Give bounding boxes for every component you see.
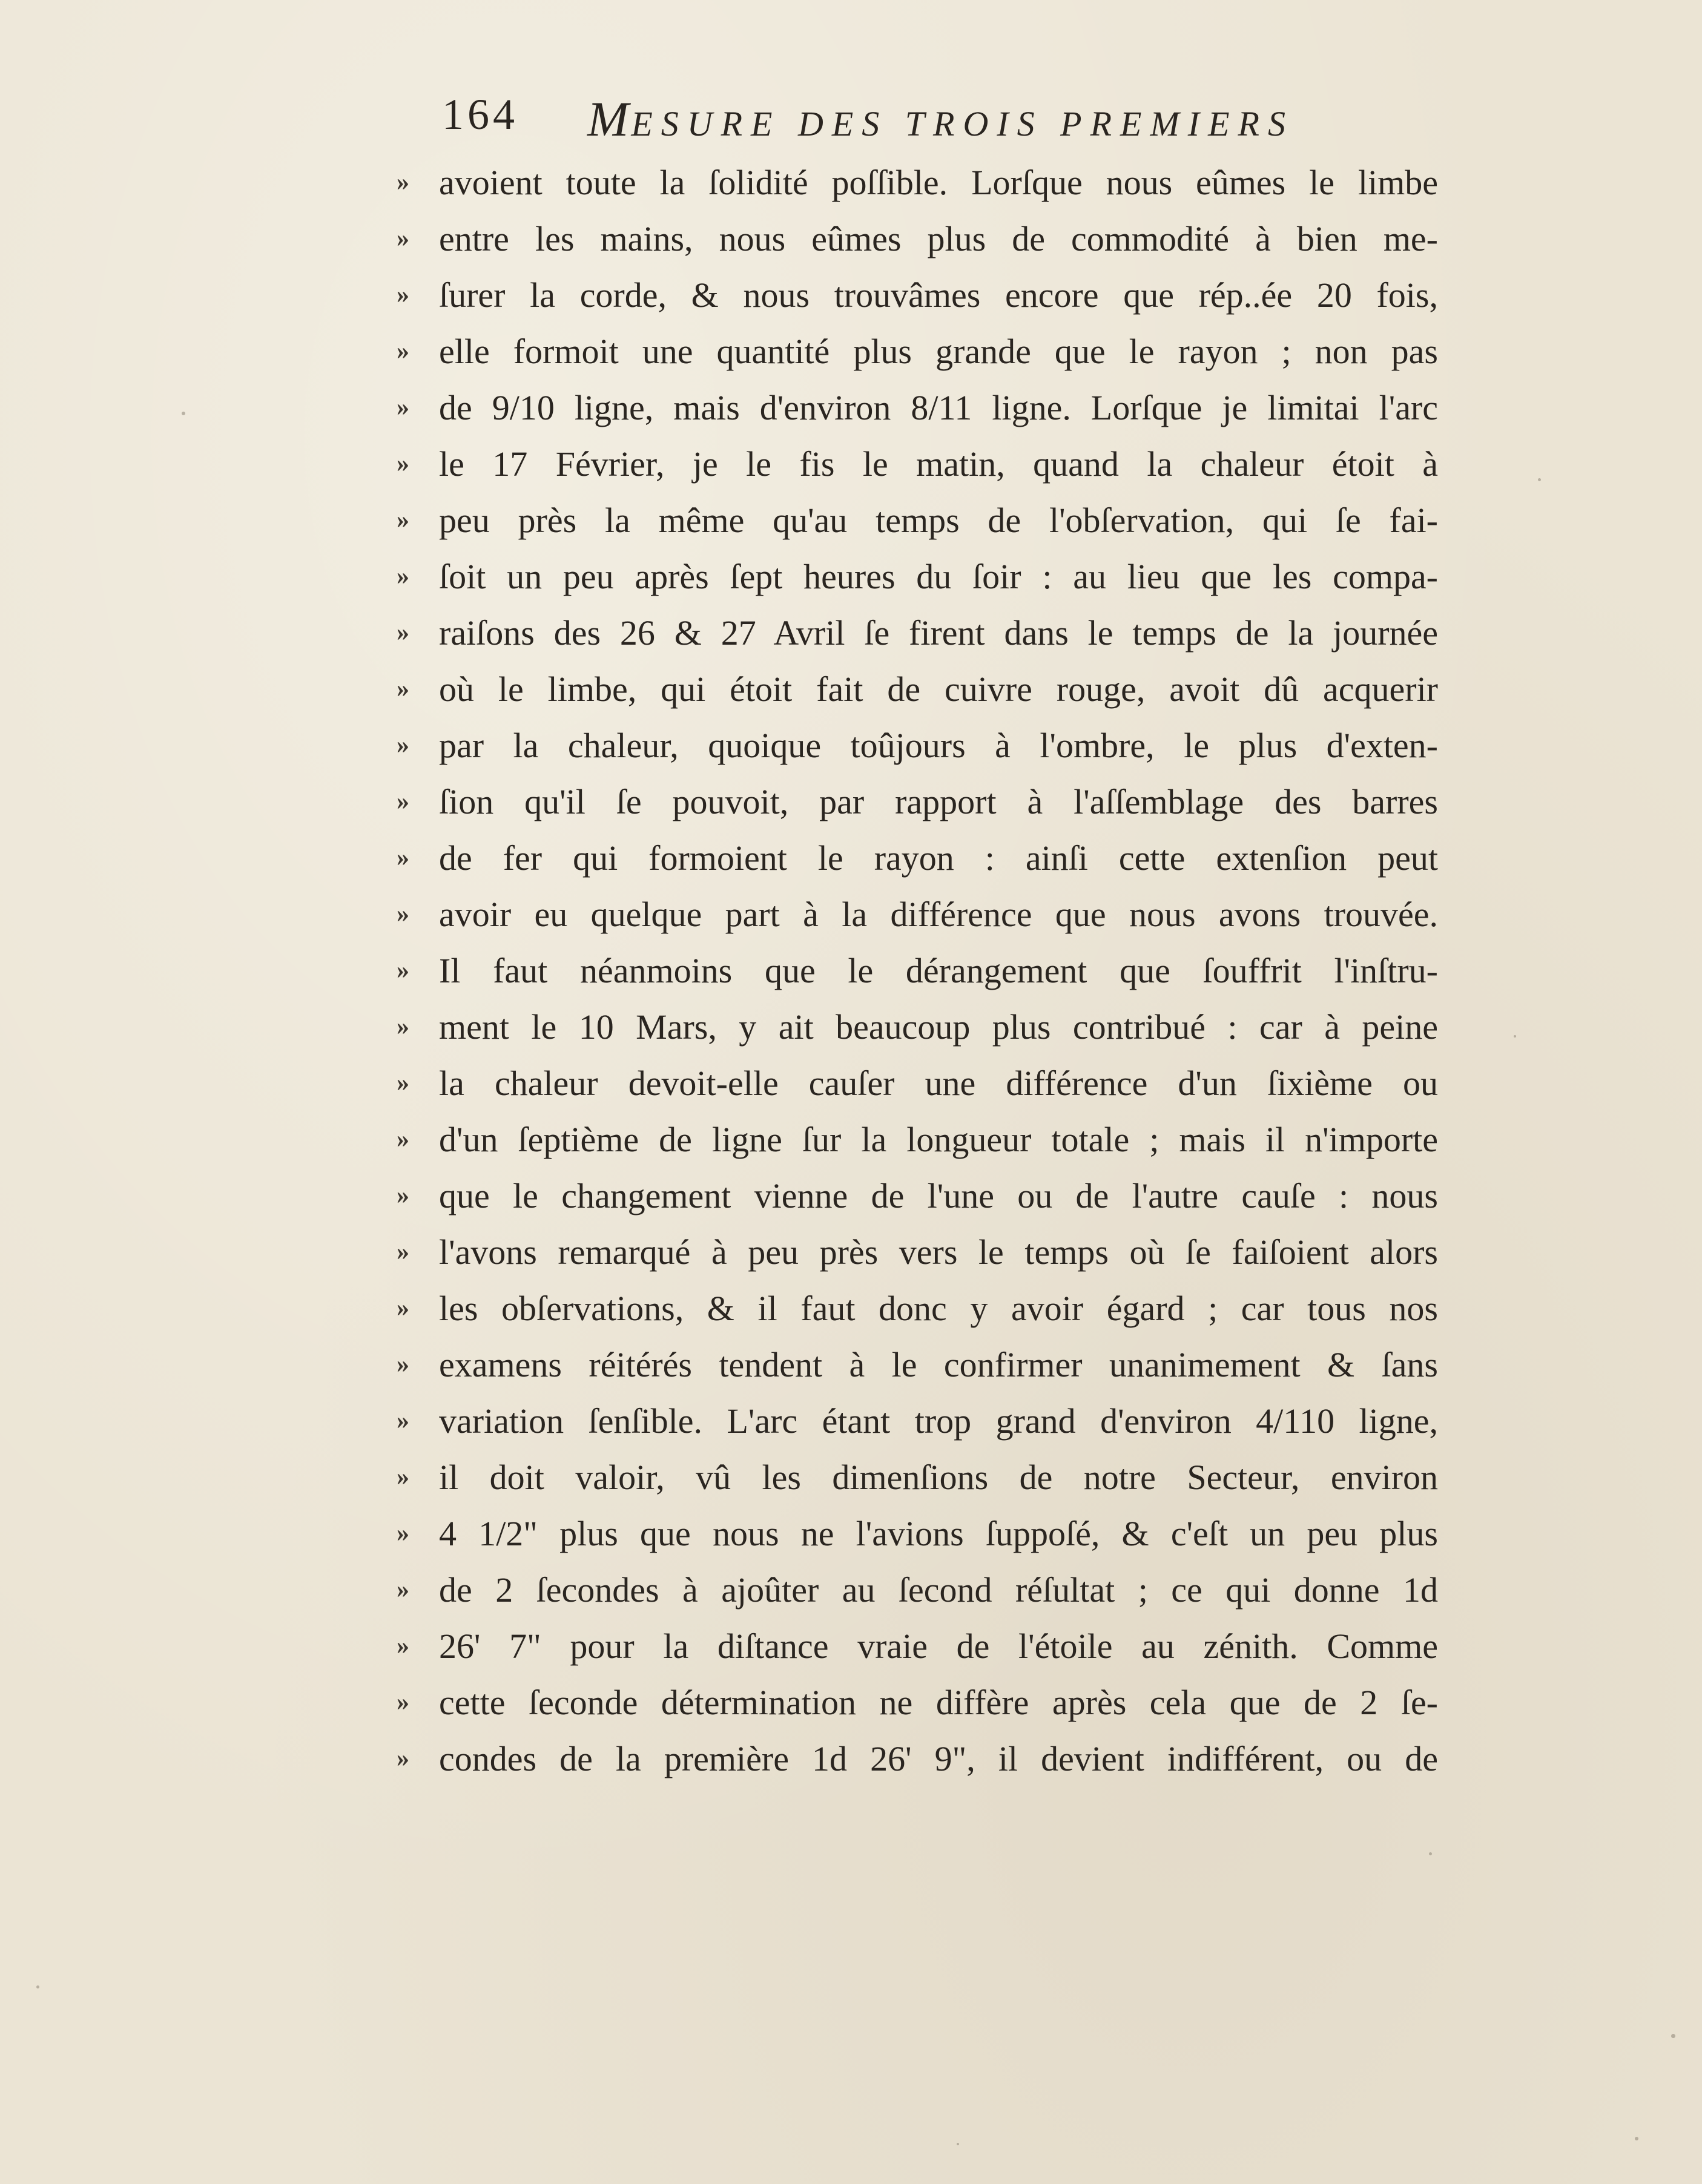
line-text: avoient toute la ſolidité poſſible. Lorſque nous eûmes le limbe [439, 163, 1438, 202]
line-text: les obſervations, & il faut donc y avoir égard ; car tous nos [439, 1289, 1438, 1328]
page-header [442, 90, 1326, 144]
quote-mark: » [397, 1350, 409, 1378]
body-text [397, 154, 1438, 1787]
text-line [397, 717, 1438, 774]
page-number: 164 [442, 90, 518, 139]
line-text: de fer qui formoient le rayon : ainſi cette extenſion peut [439, 838, 1438, 878]
line-text: entre les mains, nous eûmes plus de commodité à bien me- [439, 219, 1438, 258]
line-text: que le changement vienne de l'une ou de l'autre cauſe : nous [439, 1176, 1438, 1215]
line-text: cette ſeconde détermination ne diffère après cela que de 2 ſe- [439, 1683, 1438, 1722]
quote-mark: » [397, 731, 409, 759]
text-line [397, 1224, 1438, 1280]
quote-mark: » [397, 619, 409, 646]
quote-mark: » [397, 1238, 409, 1266]
quote-mark: » [397, 225, 409, 252]
text-line [397, 605, 1438, 661]
quote-mark: » [397, 1745, 409, 1772]
quote-mark: » [397, 1013, 409, 1041]
line-text: condes de la première 1d 26' 9", il devient indifférent, ou de [439, 1739, 1438, 1778]
line-text: ment le 10 Mars, y ait beaucoup plus contribué : car à peine [439, 1007, 1438, 1047]
text-line [397, 436, 1438, 492]
text-line [397, 774, 1438, 830]
text-line [397, 1731, 1438, 1787]
quote-mark: » [397, 393, 409, 421]
text-line [397, 1111, 1438, 1168]
quote-mark: » [397, 1294, 409, 1322]
text-line [397, 1674, 1438, 1731]
paper-speck [1514, 1035, 1516, 1038]
quote-mark: » [397, 281, 409, 309]
paper-speck [1538, 478, 1541, 481]
text-line [397, 999, 1438, 1055]
text-line [397, 1337, 1438, 1393]
quote-mark: » [397, 956, 409, 984]
line-text: peu près la même qu'au temps de l'obſervation, qui ſe fai- [439, 501, 1438, 540]
running-title-initial: M [587, 91, 632, 146]
line-text: par la chaleur, quoique toûjours à l'ombre, le plus d'exten- [439, 726, 1438, 765]
text-line [397, 380, 1438, 436]
text-line [397, 1562, 1438, 1618]
line-text: où le limbe, qui étoit fait de cuivre rouge, avoit dû acquerir [439, 669, 1438, 709]
line-text: il doit valoir, vû les dimenſions de notre Secteur, environ [439, 1458, 1438, 1497]
quote-mark: » [397, 1463, 409, 1491]
line-text: le 17 Février, je le fis le matin, quand la chaleur étoit à [439, 444, 1438, 484]
line-text: ſion qu'il ſe pouvoit, par rapport à l'aſſemblage des barres [439, 782, 1438, 821]
text-line [397, 1055, 1438, 1111]
quote-mark: » [397, 1125, 409, 1153]
paper-speck [957, 2143, 959, 2145]
quote-mark: » [397, 1632, 409, 1660]
text-line [397, 1280, 1438, 1337]
line-text: 4 1/2" plus que nous ne l'avions ſuppoſé, & c'eſt un peu plus [439, 1514, 1438, 1553]
line-text: ſurer la corde, & nous trouvâmes encore que rép..ée 20 fois, [439, 275, 1438, 315]
text-line [397, 1618, 1438, 1674]
text-line [397, 154, 1438, 211]
text-line [397, 323, 1438, 380]
text-line [397, 267, 1438, 323]
quote-mark: » [397, 675, 409, 703]
quote-mark: » [397, 1182, 409, 1209]
text-line [397, 1505, 1438, 1562]
text-line [397, 548, 1438, 605]
paper-speck [182, 412, 185, 415]
line-text: variation ſenſible. L'arc étant trop grand d'environ 4/110 ligne, [439, 1401, 1438, 1441]
line-text: ſoit un peu après ſept heures du ſoir : au lieu que les compa- [439, 557, 1438, 596]
line-text: 26' 7" pour la diſtance vraie de l'étoile au zénith. Comme [439, 1626, 1438, 1666]
line-text: Il faut néanmoins que le dérangement que ſouffrit l'inſtru- [439, 951, 1438, 990]
paper-speck [1429, 1852, 1432, 1855]
quote-mark: » [397, 506, 409, 534]
quote-mark: » [397, 450, 409, 478]
running-title [587, 91, 1294, 148]
quote-mark: » [397, 788, 409, 815]
text-line [397, 830, 1438, 886]
line-text: avoir eu quelque part à la différence que nous avons trouvée. [439, 895, 1438, 934]
paper-speck [1671, 2034, 1675, 2038]
text-line [397, 1393, 1438, 1449]
quote-mark: » [397, 1688, 409, 1716]
line-text: examens réitérés tendent à le confirmer unanimement & ſans [439, 1345, 1438, 1384]
quote-mark: » [397, 168, 409, 196]
paper-speck [1635, 2137, 1638, 2140]
text-line [397, 886, 1438, 942]
line-text: elle formoit une quantité plus grande que le rayon ; non pas [439, 332, 1438, 371]
text-line [397, 942, 1438, 999]
quote-mark: » [397, 844, 409, 872]
text-line [397, 661, 1438, 717]
quote-mark: » [397, 900, 409, 928]
quote-mark: » [397, 1407, 409, 1435]
text-line [397, 211, 1438, 267]
line-text: d'un ſeptième de ligne ſur la longueur totale ; mais il n'importe [439, 1120, 1438, 1159]
line-text: raiſons des 26 & 27 Avril ſe firent dans le temps de la journée [439, 613, 1438, 653]
running-title-rest: ESURE DES TROIS PREMIERS [631, 104, 1294, 143]
line-text: l'avons remarqué à peu près vers le temps où ſe faiſoient alors [439, 1232, 1438, 1272]
quote-mark: » [397, 1519, 409, 1547]
quote-mark: » [397, 1069, 409, 1097]
text-line [397, 1168, 1438, 1224]
line-text: la chaleur devoit-elle cauſer une différence d'un ſixième ou [439, 1064, 1438, 1103]
quote-mark: » [397, 562, 409, 590]
paper-speck [36, 1985, 39, 1988]
quote-mark: » [397, 337, 409, 365]
line-text: de 9/10 ligne, mais d'environ 8/11 ligne. Lorſque je limitai l'arc [439, 388, 1438, 427]
text-line [397, 492, 1438, 548]
line-text: de 2 ſecondes à ajoûter au ſecond réſultat ; ce qui donne 1d [439, 1570, 1438, 1610]
text-line [397, 1449, 1438, 1505]
quote-mark: » [397, 1576, 409, 1603]
